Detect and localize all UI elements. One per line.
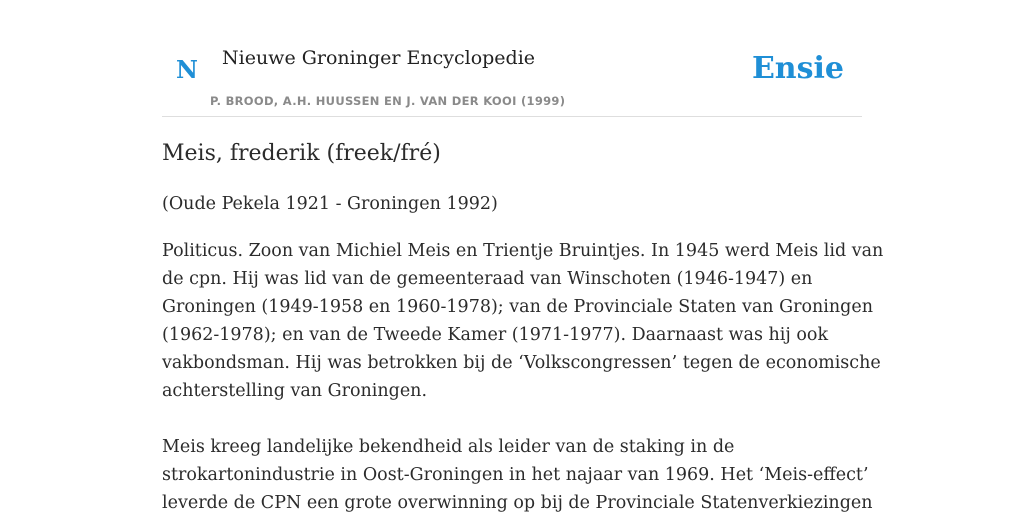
ensie-logo-link[interactable]: Ensie	[751, 51, 844, 86]
paragraph-line: leverde de CPN een grote overwinning op bij de Provinciale Statenverkiezingen	[162, 493, 873, 512]
entry-dates: (Oude Pekela 1921 - Groningen 1992)	[162, 194, 498, 214]
paragraph-line: vakbondsman. Hij was betrokken bij de ‘Volkscongressen’ tegen de economische	[162, 353, 881, 373]
book-authors: P. BROOD, A.H. HUUSSEN EN J. VAN DER KOOI (1999)	[210, 94, 566, 108]
paragraph-line: achterstelling van Groningen.	[162, 381, 428, 401]
paragraph-line: Politicus. Zoon van Michiel Meis en Trientje Bruintjes. In 1945 werd Meis lid van	[162, 241, 884, 261]
paragraph-line: de cpn. Hij was lid van de gemeenteraad van Winschoten (1946-1947) en	[162, 269, 813, 289]
entry-content	[162, 138, 884, 512]
paragraph-line: strokartonindustrie in Oost-Groningen in het najaar van 1969. Het ‘Meis-effect’	[162, 465, 869, 485]
book-logo-icon[interactable]: N	[176, 55, 198, 84]
paragraph-line: Groningen (1949-1958 en 1960-1978); van de Provinciale Staten van Groningen	[162, 297, 873, 317]
site-header	[162, 40, 862, 117]
entry-paragraph	[162, 237, 884, 405]
paragraph-line: Meis kreeg landelijke bekendheid als leider van de staking in de	[162, 437, 735, 457]
entry-title: Meis, frederik (freek/fré)	[162, 141, 441, 166]
entry-paragraph	[162, 433, 873, 512]
book-title[interactable]: Nieuwe Groninger Encyclopedie	[222, 47, 536, 69]
paragraph-line: (1962-1978); en van de Tweede Kamer (1971-1977). Daarnaast was hij ook	[162, 325, 829, 345]
